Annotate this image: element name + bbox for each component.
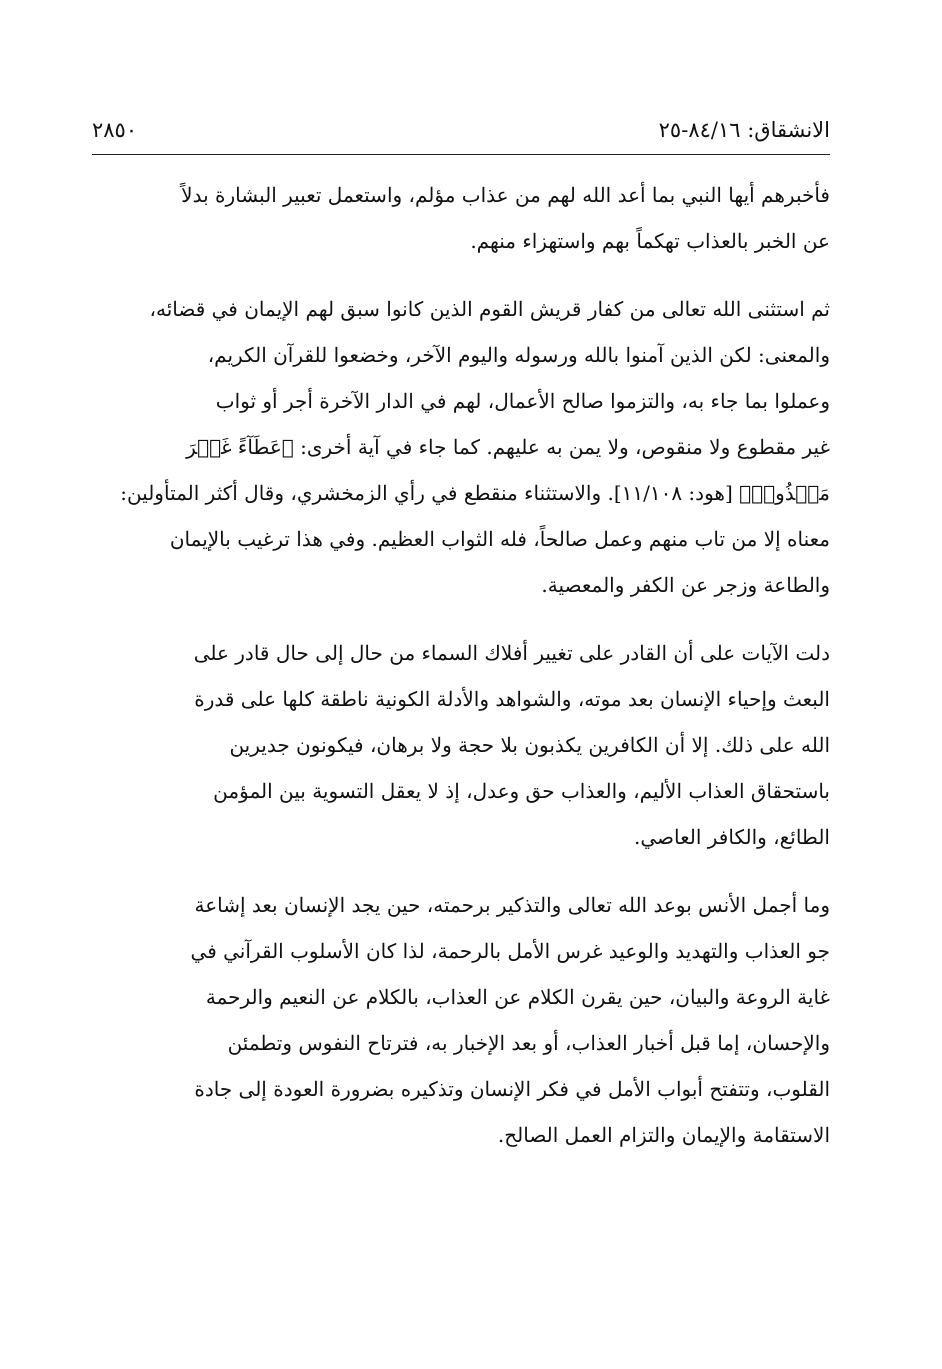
paragraph-4	[92, 882, 830, 1158]
page-number: ٢٨٥٠	[92, 118, 138, 142]
text-line: وما أجمل الأنس بوعد الله تعالى والتذكير برحمته، حين يجد الإنسان بعد إشاعة	[194, 893, 830, 917]
text-line: مَجۡذُوذٖ﴾ [هود: ١١/١٠٨]. والاستثناء منقطع في رأي الزمخشري، وقال أكثر المتأولين:	[120, 481, 830, 505]
text-line: الله على ذلك. إلا أن الكافرين يكذبون بلا حجة ولا برهان، فيكونون جديرين	[229, 733, 830, 757]
paragraph-2	[92, 286, 830, 608]
text-line: ثم استثنى الله تعالى من كفار قريش القوم الذين كانوا سبق لهم الإيمان في قضائه،	[149, 297, 830, 321]
paragraph-3	[92, 630, 830, 860]
text-line: الاستقامة والإيمان والتزام العمل الصالح.	[497, 1123, 830, 1147]
text-line: دلت الآيات على أن القادر على تغيير أفلاك السماء من حال إلى حال قادر على	[193, 641, 830, 665]
text-line: باستحقاق العذاب الأليم، والعذاب حق وعدل، إذ لا يعقل التسوية بين المؤمن	[213, 779, 830, 803]
text-line: عن الخبر بالعذاب تهكماً بهم واستهزاء منهم.	[470, 229, 830, 253]
text-line: غاية الروعة والبيان، حين يقرن الكلام عن العذاب، بالكلام عن النعيم والرحمة	[205, 985, 830, 1009]
text-line: غير مقطوع ولا منقوص، ولا يمن به عليهم. كما جاء في آية أخرى: ﴿عَطَآءً غَيۡرَ	[186, 435, 830, 459]
text-line: جو العذاب والتهديد والوعيد غرس الأمل بالرحمة، لذا كان الأسلوب القرآني في	[190, 939, 830, 963]
text-line: معناه إلا من تاب منهم وعمل صالحاً، فله الثواب العظيم. وفي هذا ترغيب بالإيمان	[169, 527, 830, 551]
text-line: وعملوا بما جاء به، والتزموا صالح الأعمال، لهم في الدار الآخرة أجر أو ثواب	[215, 389, 830, 413]
text-line: والطاعة وزجر عن الكفر والمعصية.	[541, 573, 830, 597]
body-text	[92, 172, 830, 1158]
text-line: القلوب، وتتفتح أبواب الأمل في فكر الإنسان وتذكيره بضرورة العودة إلى جادة	[194, 1077, 830, 1101]
header-rule	[92, 154, 830, 155]
text-line: والمعنى: لكن الذين آمنوا بالله ورسوله واليوم الآخر، وخضعوا للقرآن الكريم،	[207, 343, 830, 367]
page-header	[92, 112, 830, 152]
text-line: والإحسان، إما قبل أخبار العذاب، أو بعد الإخبار به، فترتاح النفوس وتطمئن	[227, 1031, 830, 1055]
running-title: الانشقاق: ٨٤/١٦-٢٥	[658, 118, 830, 142]
text-line: البعث وإحياء الإنسان بعد موته، والشواهد والأدلة الكونية ناطقة كلها على قدرة	[194, 687, 830, 711]
text-line: الطائع، والكافر العاصي.	[634, 825, 830, 849]
text-line: فأخبرهم أيها النبي بما أعد الله لهم من عذاب مؤلم، واستعمل تعبير البشارة بدلاً	[181, 183, 830, 207]
paragraph-1	[92, 172, 830, 264]
